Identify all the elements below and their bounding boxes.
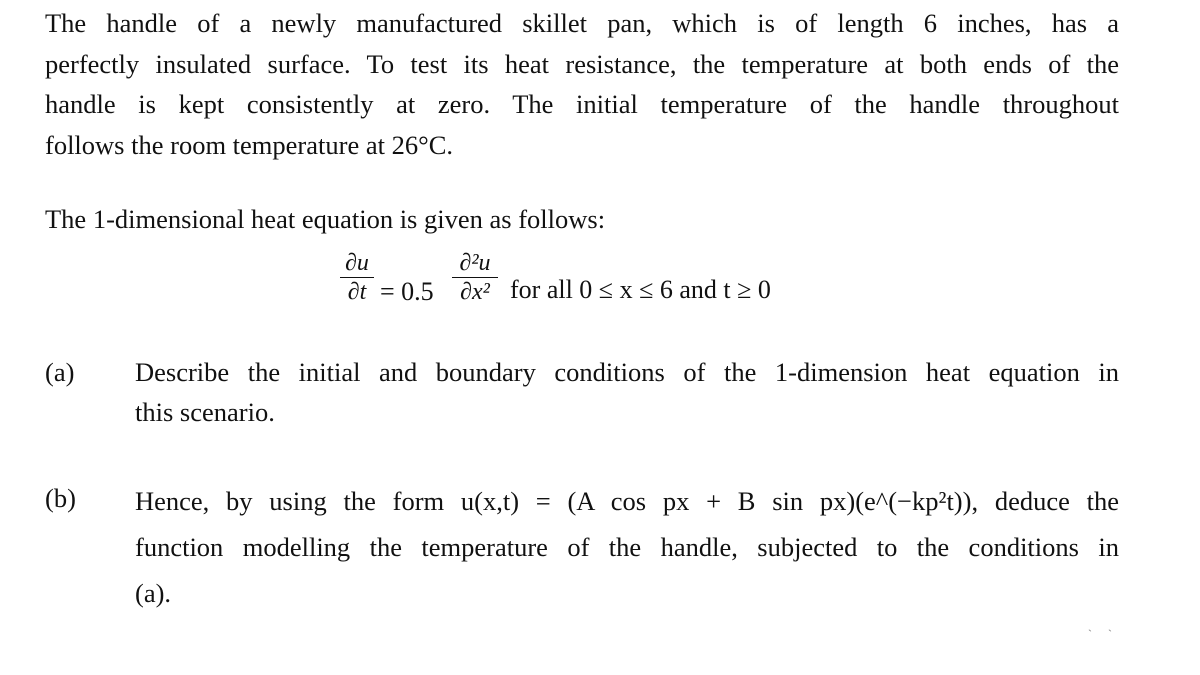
- lhs-fraction: [340, 250, 374, 305]
- fraction-bar: [340, 277, 374, 278]
- rhs-fraction: [452, 250, 498, 305]
- fraction-bar: [452, 277, 498, 278]
- rhs-numerator: ∂²u: [459, 250, 491, 276]
- question-b-label: (b): [45, 483, 76, 513]
- scan-mark: ˎ: [1108, 618, 1112, 632]
- lhs-denominator: ∂t: [347, 279, 367, 305]
- equation-intro: The 1-dimensional heat equation is given as follows:: [45, 204, 606, 234]
- paragraph-line: The handle of a newly manufactured skillet pan, which is of length 6 inches, has a: [45, 8, 1119, 38]
- scan-mark: ˏ: [1088, 618, 1092, 632]
- rhs-denominator: ∂x²: [460, 279, 490, 305]
- equals-coefficient: = 0.5: [380, 277, 434, 306]
- question-b-line: (a).: [135, 578, 172, 608]
- lhs-numerator: ∂u: [345, 250, 369, 276]
- question-b-line: Hence, by using the form u(x,t) = (A cos px + B sin px)(e^(−kp²t)), deduce the: [135, 486, 1119, 516]
- question-b-text: [135, 478, 1119, 616]
- paragraph-line: perfectly insulated surface. To test its heat resistance, the temperature at both ends of the: [45, 48, 1119, 79]
- question-a-line: this scenario.: [135, 397, 275, 427]
- question-a-line: Describe the initial and boundary conditions of the 1-dimension heat equation in: [135, 357, 1119, 387]
- paragraph-line: follows the room temperature at 26°C.: [45, 129, 453, 160]
- question-a-text: [135, 352, 1119, 432]
- problem-paragraph: [45, 3, 1119, 165]
- question-a-label: (a): [45, 357, 75, 387]
- paragraph-line: handle is kept consistently at zero. The initial temperature of the handle throughout: [45, 89, 1119, 119]
- question-b-line: function modelling the temperature of the handle, subjected to the conditions in: [135, 532, 1119, 562]
- equation-condition: for all 0 ≤ x ≤ 6 and t ≥ 0: [510, 275, 771, 304]
